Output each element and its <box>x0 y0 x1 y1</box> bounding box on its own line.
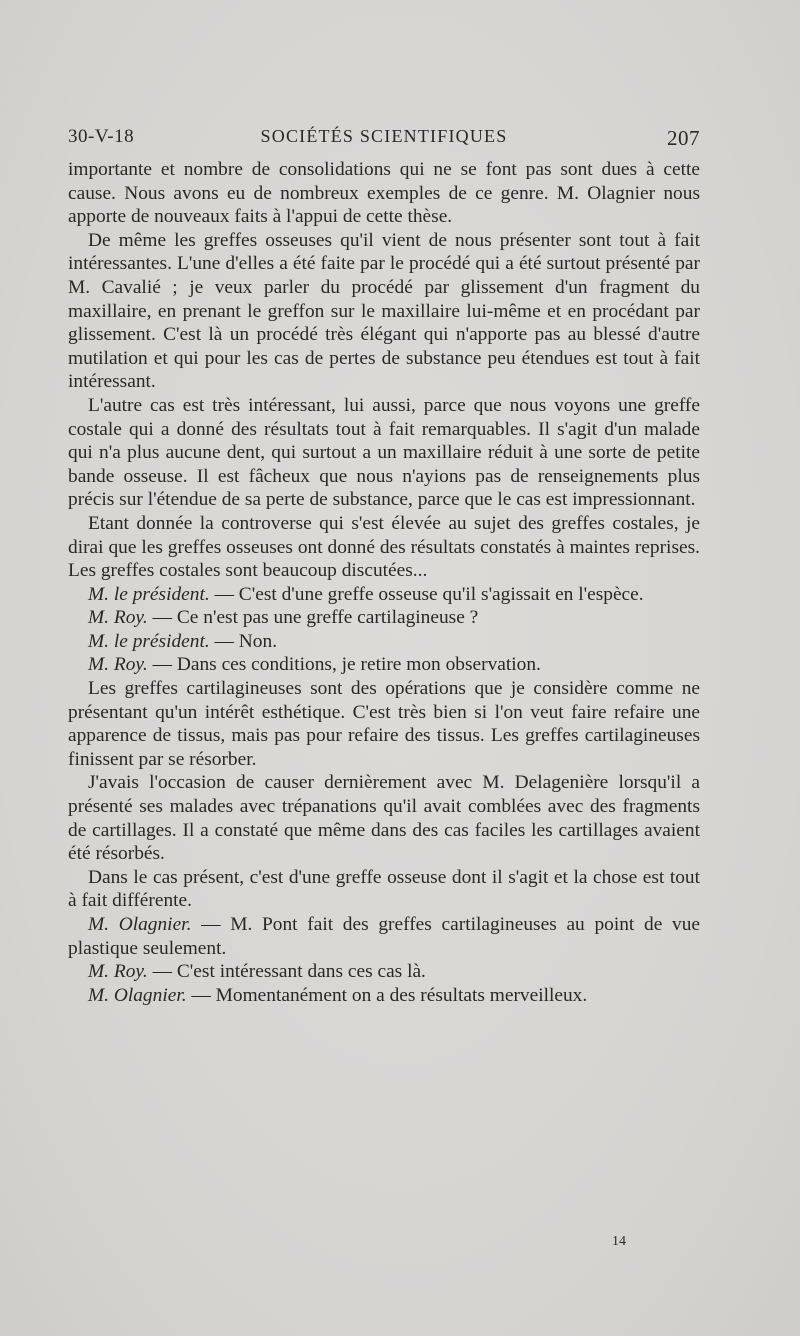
paragraph-text: Les greffes cartilagineuses sont des opérations que je considère comme ne présentant qu'un intérêt esthétique. C'est très bien si l'on veut faire refaire une apparence de tissus, mais pas pour refaire des tissus. Les greffes cartilagineuses finissent par se résorber. <box>68 678 700 770</box>
dialogue-paragraph <box>68 653 700 677</box>
paragraph-text: Dans le cas présent, c'est d'une greffe osseuse dont il s'agit et la chose est tout à fait différente. <box>68 866 700 912</box>
paragraph <box>68 158 700 229</box>
dialogue-paragraph <box>68 606 700 630</box>
dialogue-paragraph <box>68 960 700 984</box>
speaker-name: M. Roy. <box>88 607 148 629</box>
running-title: SOCIÉTÉS SCIENTIFIQUES <box>260 126 508 146</box>
paragraph <box>68 771 700 865</box>
paragraph <box>68 512 700 583</box>
paragraph <box>68 677 700 771</box>
paragraph-text: — Ce n'est pas une greffe cartilagineuse ? <box>152 607 479 629</box>
paragraph-text: — Momentanément on a des résultats merveilleux. <box>191 984 588 1006</box>
running-header <box>68 126 700 152</box>
paragraph-text: J'avais l'occasion de causer dernièrement avec M. Delagenière lorsqu'il a présenté ses malades avec trépanations qu'il avait comblées avec des fragments de cartillages. Il a constaté que même dans des cas faciles les cartillages avaient été résorbés. <box>68 772 700 865</box>
dialogue-paragraph <box>68 984 700 1008</box>
paragraph-text: Etant donnée la controverse qui s'est élevée au sujet des greffes costales, je dirai que les greffes osseuses ont donné des résultats constatés à maintes reprises. Les greffes costales sont beaucoup discutées... <box>68 512 700 582</box>
paragraph-text: — Dans ces conditions, je retire mon observation. <box>152 654 541 676</box>
paragraph-text: — Non. <box>214 630 278 652</box>
paragraph-text: De même les greffes osseuses qu'il vient de nous présenter sont tout à fait intéressantes. L'une d'elles a été faite par le procédé qui a été surtout présenté par M. Cavalié ; je veux parler du procédé par glissement d'un fragment du maxillaire, en prenant le greffon sur le maxillaire lui-même et en procédant par glissement. C'est là un procédé très élégant qui n'apporte pas au blessé d'autre mutilation et qui pour les cas de pertes de substance peu étendues est tout à fait intéressant. <box>68 229 700 393</box>
paragraph <box>68 229 700 394</box>
paragraph <box>68 394 700 512</box>
paragraph <box>68 866 700 913</box>
dialogue-paragraph <box>68 630 700 654</box>
paragraph-text: — C'est intéressant dans ces cas là. <box>152 961 426 983</box>
speaker-name: M. Olagnier. <box>88 914 192 935</box>
dialogue-paragraph <box>68 583 700 607</box>
body-text <box>68 158 700 1007</box>
paragraph-text: importante et nombre de consolidations qui ne se font pas sont dues à cette cause. Nous avons eu de nombreux exemples de ce genre. M. Olagnier nous apporte de nouveaux faits à l'appui de cette thèse. <box>68 159 700 228</box>
paragraph-text: — M. Pont fait des greffes cartilagineuses au point de vue plastique seulement. <box>68 914 700 959</box>
page-number: 207 <box>667 126 700 150</box>
paragraph-text: — C'est d'une greffe osseuse qu'il s'agissait en l'espèce. <box>214 583 644 605</box>
speaker-name: M. le président. <box>88 583 210 605</box>
session-date: 30-V-18 <box>68 126 135 147</box>
speaker-name: M. Olagnier. <box>88 984 187 1006</box>
signature-mark: 14 <box>612 1234 626 1249</box>
speaker-name: M. le président. <box>88 630 210 652</box>
dialogue-paragraph <box>68 913 700 960</box>
paragraph-text: L'autre cas est très intéressant, lui aussi, parce que nous voyons une greffe costale qui a donné des résultats tout à fait remarquables. Il s'agit d'un malade qui n'a plus aucune dent, qui surtout a un maxillaire réduit à une sorte de petite bande osseuse. Il est fâcheux que nous n'ayions pas de renseignements plus précis sur l'étendue de sa perte de substance, parce que le cas est impressionnant. <box>68 394 700 511</box>
speaker-name: M. Roy. <box>88 961 148 983</box>
speaker-name: M. Roy. <box>88 654 148 676</box>
